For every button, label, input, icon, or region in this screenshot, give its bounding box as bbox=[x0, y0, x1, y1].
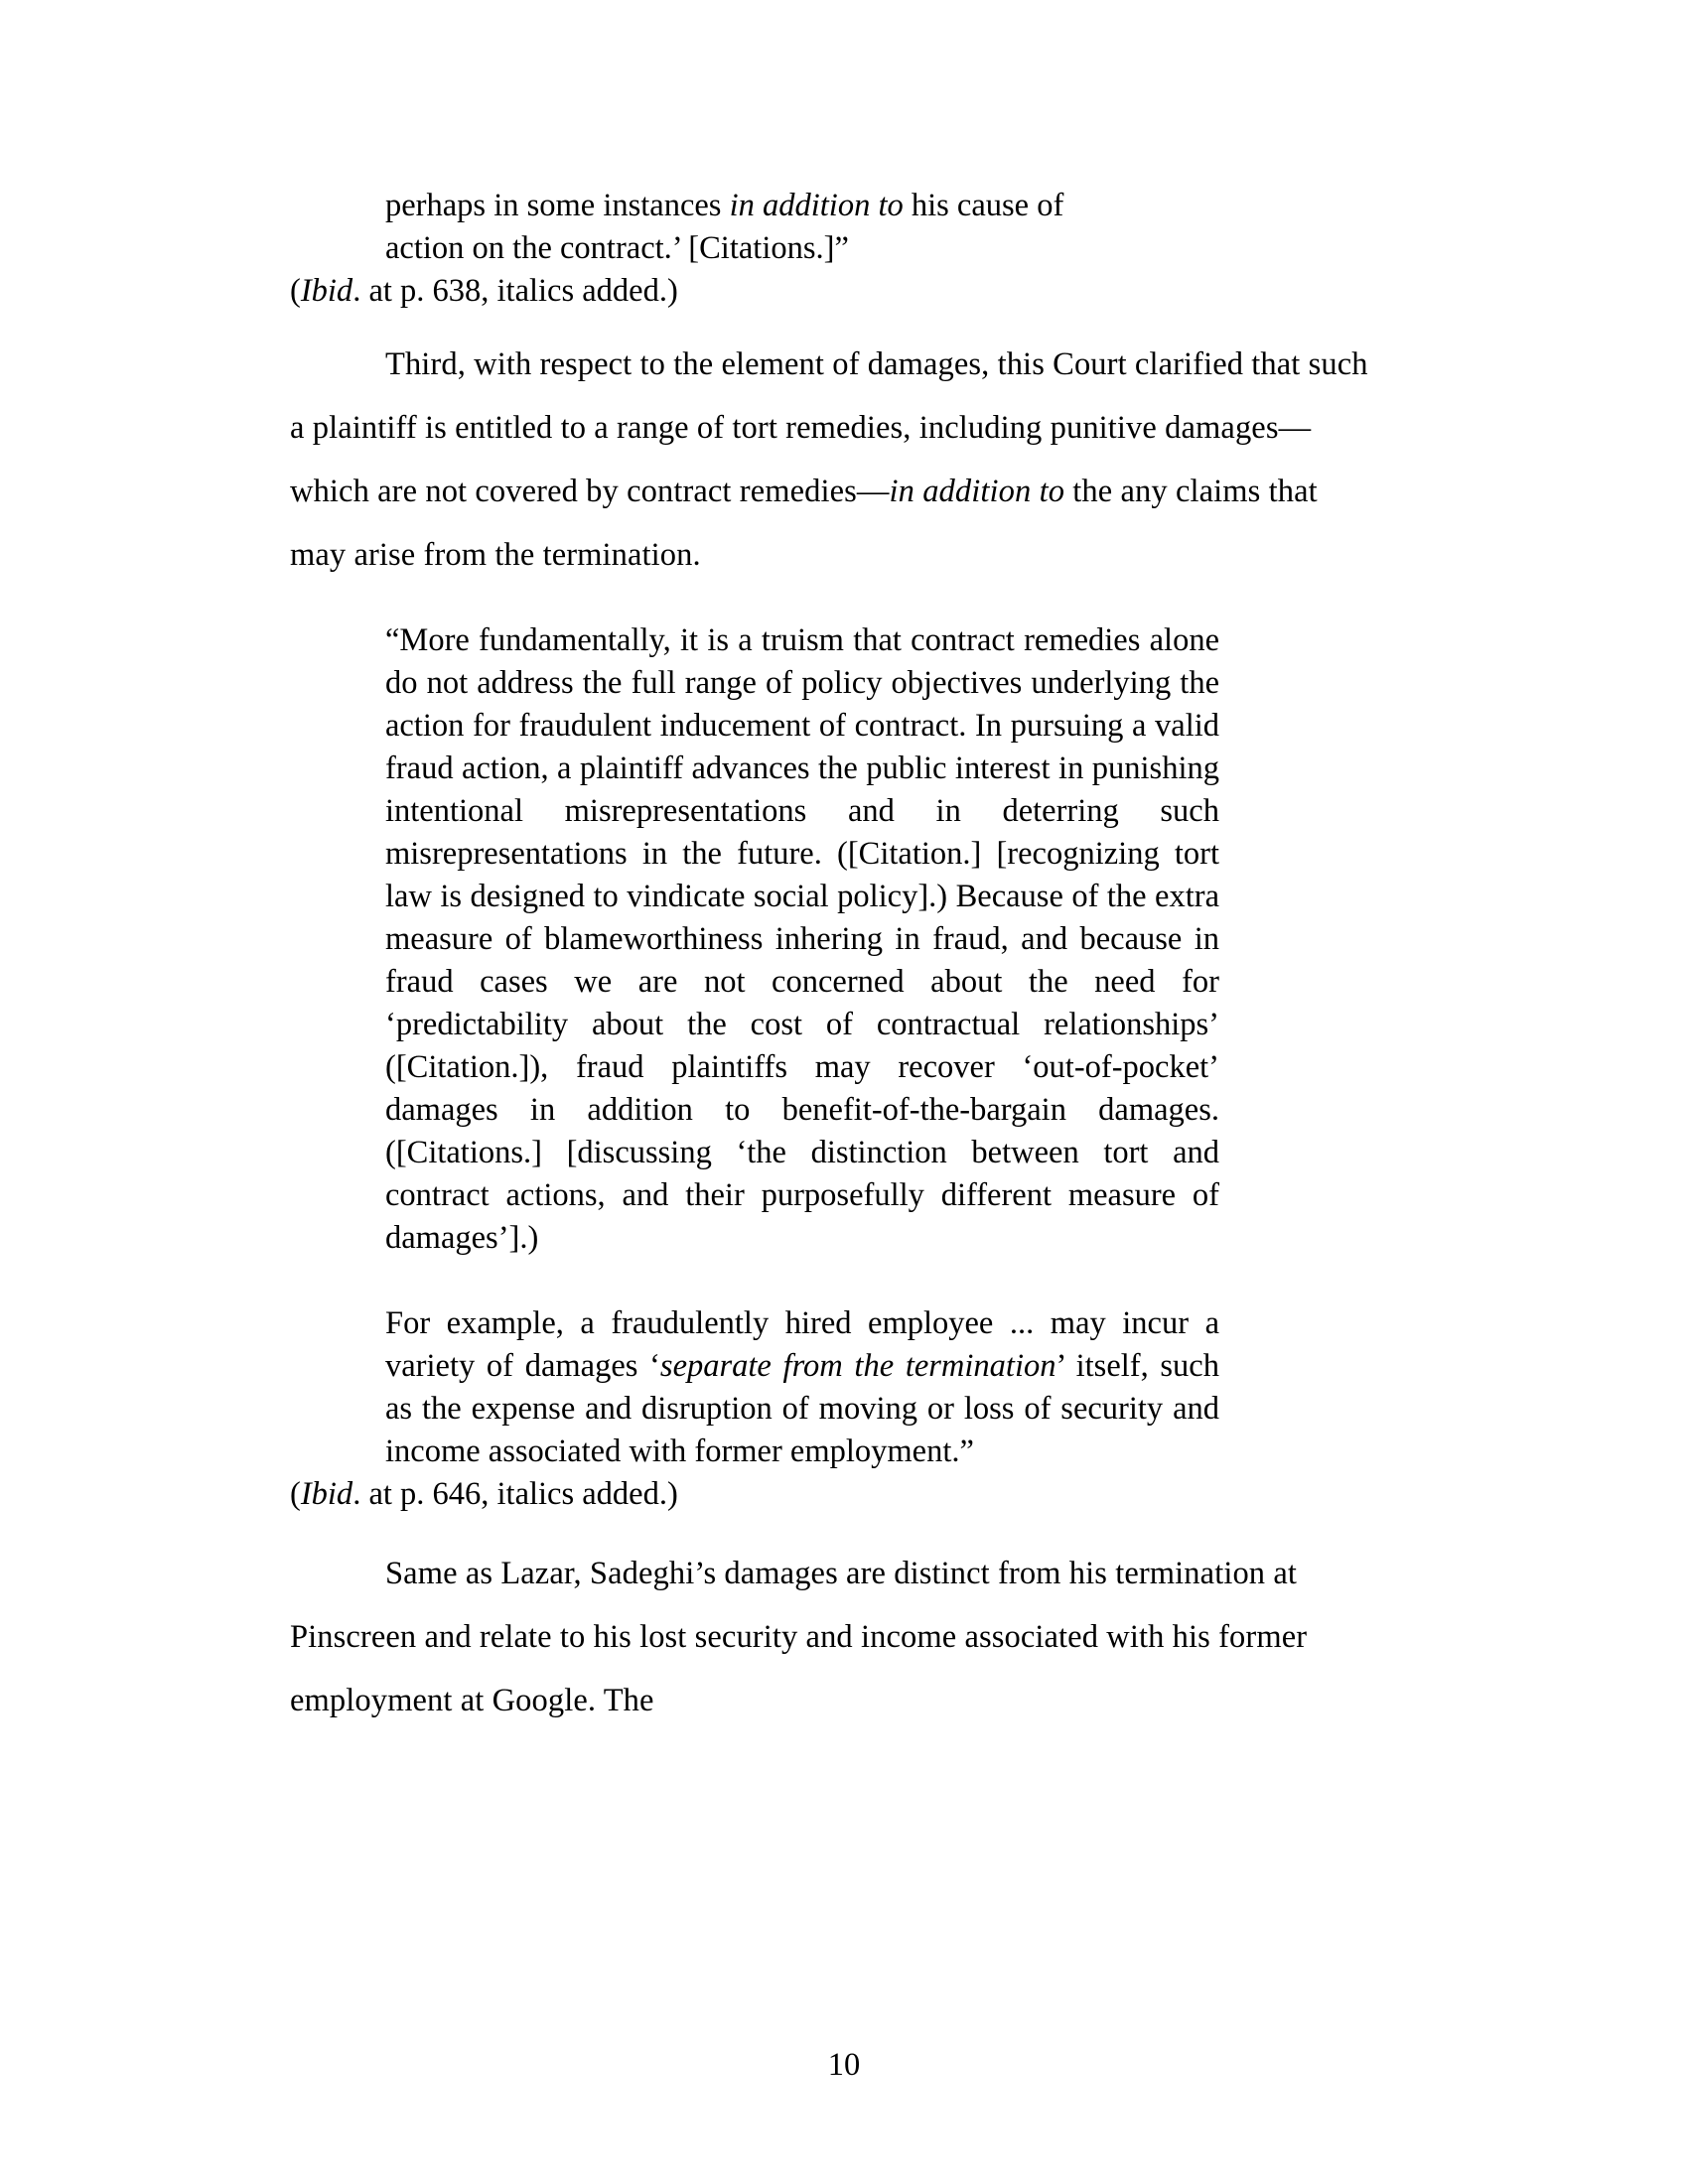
quote-text-post: his cause of bbox=[903, 188, 1064, 223]
quote-text-pre: perhaps in some instances bbox=[385, 188, 730, 223]
paragraph-third-part-2: the any claims that may arise from the termination. bbox=[290, 474, 1318, 573]
citation-ibid-italic: Ibid bbox=[300, 273, 353, 309]
for-example-italic-separate-from-the-termination: separate from the termination bbox=[659, 1348, 1056, 1384]
page-number: 10 bbox=[827, 2047, 861, 2083]
blockquote-continued-line-1 bbox=[385, 185, 1219, 227]
citation-rest: . at p. 638, italics added.) bbox=[352, 273, 678, 309]
quote-italic-in-addition-to: in addition to bbox=[729, 188, 904, 223]
paragraph-same-as-lazar: Same as Lazar, Sadeghi’s damages are distinct from his termination at Pinscreen and relate to his lost security and income associated with his former employment at Google. The bbox=[290, 1556, 1308, 1718]
citation-ibid-638 bbox=[290, 270, 1372, 313]
paragraph-third-italic: in addition to bbox=[889, 474, 1065, 509]
for-example-part-2: ’ itself, such as the expense and disruption of moving or loss of security and income associated with former employment.” bbox=[385, 1348, 1219, 1469]
page-content bbox=[290, 185, 1372, 1732]
blockquote-continued-top bbox=[290, 185, 1219, 270]
blockquote-continued-line-2: action on the contract.’ [Citations.]” bbox=[385, 230, 849, 266]
blockquote-for-example-text bbox=[385, 1302, 1219, 1473]
citation-646-rest: . at p. 646, italics added.) bbox=[352, 1476, 678, 1512]
paragraph-third-part-1: Third, with respect to the element of damages, this Court clarified that such a plaintiff is entitled to a range of tort remedies, including punitive damages—which are not covered by contract remedies— bbox=[290, 346, 1368, 509]
blockquote-more-fundamentally bbox=[290, 619, 1219, 1260]
blockquote-for-example bbox=[290, 1302, 1219, 1473]
paragraph-third bbox=[290, 333, 1372, 587]
citation-open-paren: ( bbox=[290, 273, 301, 309]
for-example-part-1: For example, a fraudulently hired employee ... may incur a variety of damages ‘ bbox=[385, 1305, 1219, 1384]
blockquote-more-fundamentally-text: “More fundamentally, it is a truism that contract remedies alone do not address the full range of policy objectives underlying the action for fraudulent inducement of contract. In pursuing a valid fraud action, a plaintiff advances the public interest in punishing intentional misrepresentations and in deterring such misrepresentations in the future. ([Citation.] [recognizing tort law is designed to vindicate social policy].) Because of the extra measure of blameworthiness inhering in fraud, and because in fraud cases we are not concerned about the need for ‘predictability about the cost of contractual relationships’ ([Citation.]), fraud plaintiffs may recover ‘out-of-pocket’ damages in addition to benefit-of-the-bargain damages. ([Citations.] [discussing ‘the distinction between tort and contract actions, and their purposefully different measure of damages’].) bbox=[385, 622, 1219, 1256]
citation-646-open-paren: ( bbox=[290, 1476, 301, 1512]
citation-646-ibid-italic: Ibid bbox=[300, 1476, 353, 1512]
citation-ibid-646 bbox=[290, 1473, 1372, 1516]
